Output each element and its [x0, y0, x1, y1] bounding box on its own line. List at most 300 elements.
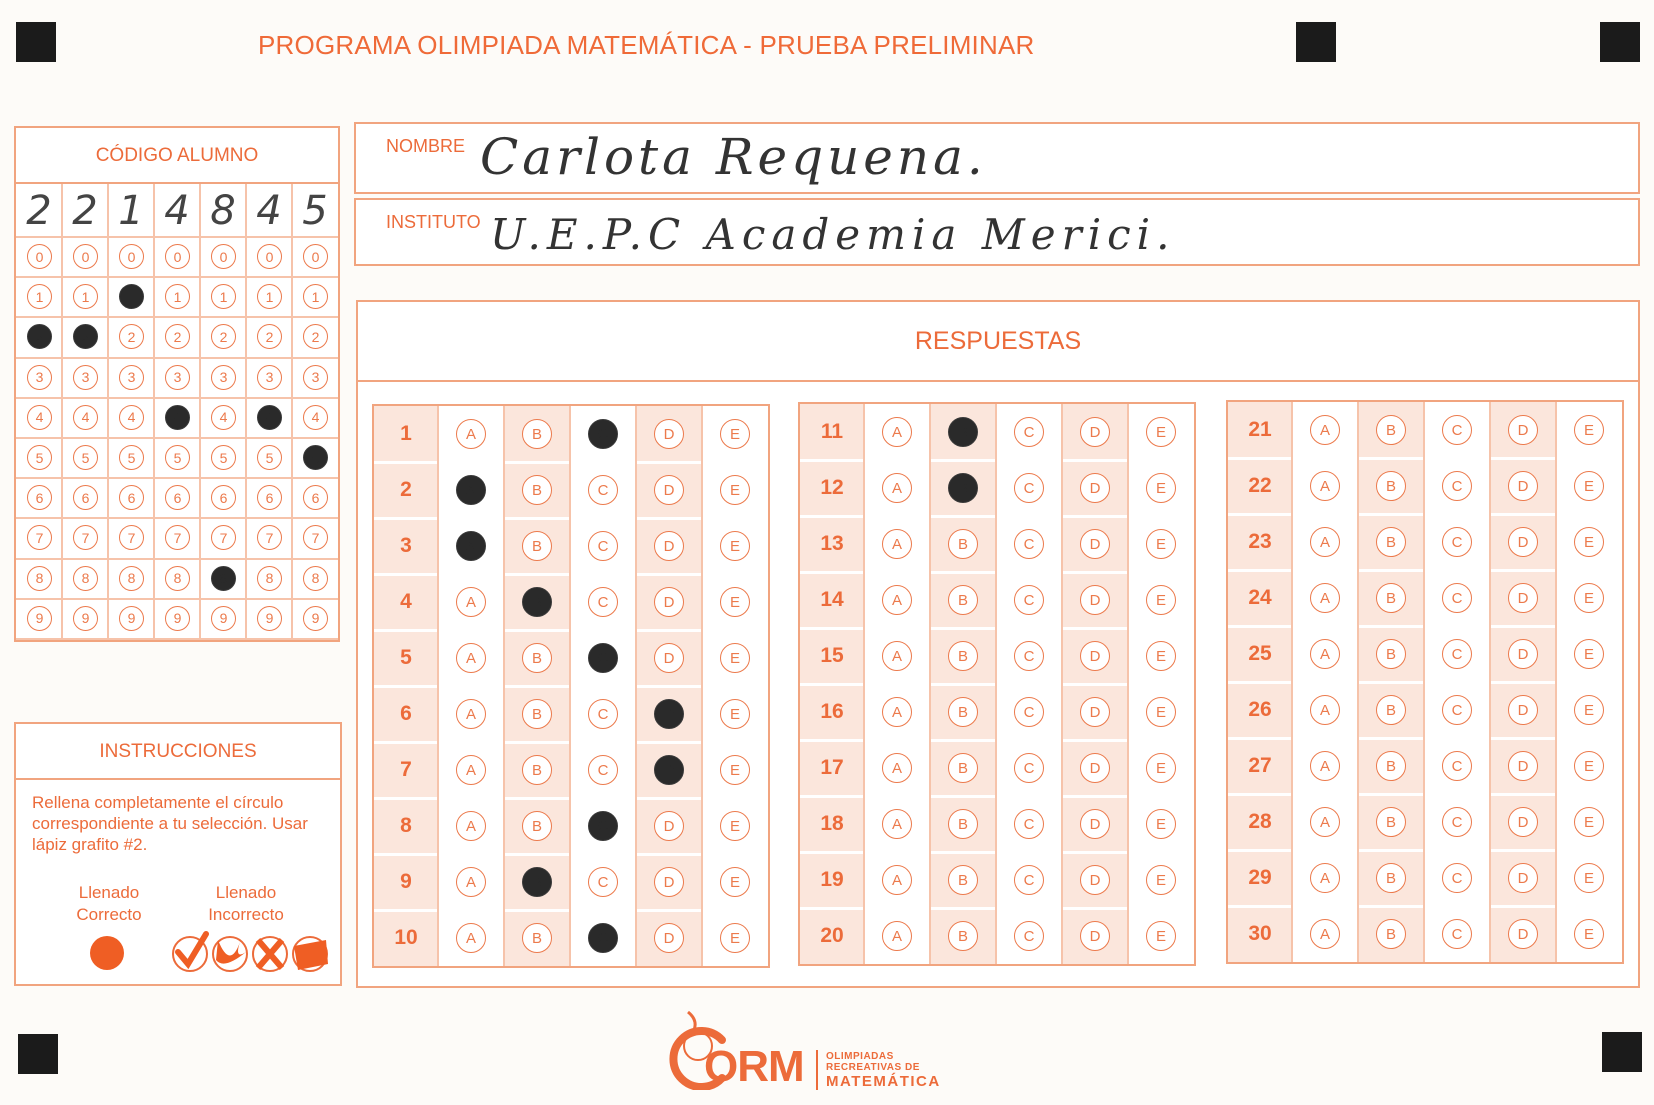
answer-bubble[interactable]: E [1574, 863, 1604, 893]
answer-bubble[interactable]: C [1014, 473, 1044, 503]
answers-grid-line [1228, 849, 1622, 852]
answer-bubble[interactable]: B [1376, 639, 1406, 669]
code-bubble[interactable]: 9 [257, 606, 282, 631]
answer-bubble[interactable]: B [1376, 583, 1406, 613]
code-bubble[interactable]: 8 [303, 566, 328, 591]
code-bubble[interactable]: 9 [119, 606, 144, 631]
answer-bubble[interactable]: D [1080, 417, 1110, 447]
question-number: 24 [1248, 586, 1272, 609]
answers-grid-line [800, 571, 1194, 574]
answer-bubble[interactable]: D [1080, 753, 1110, 783]
answer-bubble[interactable]: A [456, 755, 486, 785]
answer-bubble[interactable]: E [1146, 529, 1176, 559]
answers-grid-line [800, 907, 1194, 910]
answer-bubble[interactable]: E [1574, 639, 1604, 669]
answer-bubble[interactable]: C [588, 923, 618, 953]
answer-bubble[interactable]: A [1310, 863, 1340, 893]
code-bubble[interactable]: 1 [257, 284, 282, 309]
answer-bubble[interactable]: B [522, 867, 552, 897]
question-number: 13 [820, 532, 844, 555]
question-number: 27 [1248, 754, 1272, 777]
answer-bubble[interactable]: A [1310, 695, 1340, 725]
question-number: 28 [1248, 810, 1272, 833]
answer-bubble[interactable]: A [456, 811, 486, 841]
code-bubble[interactable]: 6 [303, 485, 328, 510]
answer-bubble[interactable]: E [720, 923, 750, 953]
code-bubble[interactable]: 8 [257, 566, 282, 591]
answers-grid-line [800, 795, 1194, 798]
answer-bubble[interactable]: B [948, 641, 978, 671]
answer-bubble[interactable]: D [1508, 695, 1538, 725]
registration-mark-top-mid [1296, 22, 1336, 62]
answer-bubble[interactable]: C [588, 419, 618, 449]
answer-bubble[interactable]: B [948, 417, 978, 447]
code-grid-line [16, 357, 338, 359]
answer-bubble[interactable]: D [654, 643, 684, 673]
code-bubble[interactable]: 4 [211, 405, 236, 430]
answer-bubble[interactable]: A [1310, 751, 1340, 781]
answer-bubble[interactable]: C [588, 531, 618, 561]
answer-bubble[interactable]: E [720, 867, 750, 897]
answer-bubble[interactable]: E [1146, 697, 1176, 727]
answer-bubble[interactable]: B [948, 585, 978, 615]
question-number: 10 [394, 926, 418, 949]
code-bubble[interactable]: 1 [165, 284, 190, 309]
answer-bubble[interactable]: B [1376, 527, 1406, 557]
nombre-value: Carlota Requena. [480, 128, 987, 186]
answer-bubble[interactable]: C [588, 475, 618, 505]
code-bubble[interactable]: 2 [119, 324, 144, 349]
code-bubble[interactable]: 4 [27, 405, 52, 430]
answer-bubble[interactable]: C [1442, 583, 1472, 613]
answer-bubble[interactable]: E [720, 419, 750, 449]
answer-bubble[interactable]: A [1310, 471, 1340, 501]
question-number: 25 [1248, 642, 1272, 665]
answer-bubble[interactable]: B [1376, 919, 1406, 949]
answers-block [372, 404, 770, 968]
code-bubble[interactable]: 7 [211, 525, 236, 550]
answer-bubble[interactable]: E [720, 531, 750, 561]
code-bubble[interactable]: 9 [211, 606, 236, 631]
answer-bubble[interactable]: B [1376, 751, 1406, 781]
answer-bubble[interactable]: A [1310, 919, 1340, 949]
answer-bubble[interactable]: D [1080, 697, 1110, 727]
code-bubble[interactable]: 8 [165, 566, 190, 591]
answer-bubble[interactable]: A [1310, 639, 1340, 669]
code-bubble[interactable]: 6 [257, 485, 282, 510]
code-bubble[interactable]: 5 [211, 445, 236, 470]
answer-bubble[interactable]: C [1442, 751, 1472, 781]
answer-bubble[interactable]: C [1442, 639, 1472, 669]
answer-bubble[interactable]: A [456, 475, 486, 505]
code-bubble[interactable]: 2 [73, 324, 98, 349]
code-bubble[interactable]: 4 [73, 405, 98, 430]
code-bubble[interactable]: 5 [73, 445, 98, 470]
answers-header: RESPUESTAS [358, 302, 1638, 382]
code-bubble[interactable]: 4 [257, 405, 282, 430]
answer-bubble[interactable]: C [1442, 863, 1472, 893]
answer-bubble[interactable]: A [882, 809, 912, 839]
answer-bubble[interactable]: D [1080, 529, 1110, 559]
answer-bubble[interactable]: E [1146, 865, 1176, 895]
code-bubble[interactable]: 5 [27, 445, 52, 470]
answer-bubble[interactable]: E [1574, 471, 1604, 501]
answer-bubble[interactable]: C [1442, 807, 1472, 837]
answer-bubble[interactable]: D [654, 923, 684, 953]
answer-bubble[interactable]: D [1508, 751, 1538, 781]
code-bubble[interactable]: 8 [211, 566, 236, 591]
code-digit-written: 8 [210, 188, 236, 234]
answer-bubble[interactable]: E [1574, 583, 1604, 613]
question-number: 8 [400, 814, 412, 837]
answer-bubble[interactable]: E [1574, 415, 1604, 445]
answer-bubble[interactable]: A [456, 587, 486, 617]
answer-bubble[interactable]: B [1376, 695, 1406, 725]
answer-bubble[interactable]: B [522, 475, 552, 505]
code-bubble[interactable]: 2 [165, 324, 190, 349]
answer-bubble[interactable]: D [1508, 583, 1538, 613]
correct-label-1: Llenado [78, 883, 140, 902]
answer-bubble[interactable]: C [1014, 529, 1044, 559]
answer-bubble[interactable]: A [456, 699, 486, 729]
code-bubble[interactable]: 5 [303, 445, 328, 470]
answer-bubble[interactable]: B [948, 473, 978, 503]
answer-bubble[interactable]: D [1080, 865, 1110, 895]
logo-line1: OLIMPIADAS [826, 1051, 894, 1062]
question-number: 6 [400, 702, 412, 725]
code-bubble[interactable]: 4 [165, 405, 190, 430]
answer-bubble[interactable]: D [654, 867, 684, 897]
answer-bubble[interactable]: E [720, 475, 750, 505]
code-bubble[interactable]: 1 [73, 284, 98, 309]
answer-bubble[interactable]: D [1508, 919, 1538, 949]
code-bubble[interactable]: 7 [257, 525, 282, 550]
code-bubble[interactable]: 3 [257, 365, 282, 390]
answers-grid-line [1061, 404, 1063, 964]
nombre-field[interactable] [354, 122, 1640, 194]
code-grid-line [16, 276, 338, 278]
code-bubble[interactable]: 0 [27, 244, 52, 269]
answer-bubble[interactable]: A [1310, 527, 1340, 557]
answer-bubble[interactable]: C [588, 867, 618, 897]
answers-grid-line [800, 459, 1194, 462]
answer-bubble[interactable]: B [522, 531, 552, 561]
answer-bubble[interactable]: A [882, 753, 912, 783]
question-number: 1 [400, 422, 412, 445]
answer-bubble[interactable]: B [522, 811, 552, 841]
code-bubble[interactable]: 1 [303, 284, 328, 309]
code-grid-line [16, 638, 338, 640]
correct-fill-example-icon [90, 936, 124, 970]
code-bubble[interactable]: 4 [303, 405, 328, 430]
answer-bubble[interactable]: E [720, 755, 750, 785]
code-bubble[interactable]: 1 [119, 284, 144, 309]
code-bubble[interactable]: 3 [73, 365, 98, 390]
code-grid-line [61, 184, 63, 640]
answer-bubble[interactable]: C [588, 643, 618, 673]
answer-bubble[interactable]: B [522, 755, 552, 785]
code-bubble[interactable]: 0 [73, 244, 98, 269]
code-bubble[interactable]: 8 [73, 566, 98, 591]
code-bubble[interactable]: 7 [119, 525, 144, 550]
answer-bubble[interactable]: C [1442, 919, 1472, 949]
question-number: 22 [1248, 474, 1272, 497]
logo-line3: MATEMÁTICA [826, 1073, 941, 1090]
answer-bubble[interactable]: D [1508, 471, 1538, 501]
answers-grid-line [1357, 402, 1359, 962]
answer-bubble[interactable]: B [522, 923, 552, 953]
question-number: 21 [1248, 418, 1272, 441]
code-bubble[interactable]: 3 [119, 365, 144, 390]
answer-bubble[interactable]: A [882, 473, 912, 503]
answer-bubble[interactable]: A [1310, 583, 1340, 613]
answer-bubble[interactable]: E [1146, 809, 1176, 839]
code-bubble[interactable]: 6 [165, 485, 190, 510]
logo-mark: ORM [704, 1042, 804, 1091]
question-number: 26 [1248, 698, 1272, 721]
answers-grid-line [1228, 569, 1622, 572]
answer-bubble[interactable]: B [948, 529, 978, 559]
answer-bubble[interactable]: A [882, 585, 912, 615]
answer-bubble[interactable]: C [1014, 697, 1044, 727]
answer-bubble[interactable]: E [1574, 527, 1604, 557]
answer-bubble[interactable]: B [948, 697, 978, 727]
code-bubble[interactable]: 6 [119, 485, 144, 510]
answer-bubble[interactable]: D [1080, 641, 1110, 671]
code-bubble[interactable]: 2 [303, 324, 328, 349]
answer-bubble[interactable]: E [1574, 919, 1604, 949]
code-bubble[interactable]: 2 [211, 324, 236, 349]
answer-bubble[interactable]: A [456, 923, 486, 953]
answer-bubble[interactable]: B [1376, 415, 1406, 445]
answer-bubble[interactable]: E [1146, 641, 1176, 671]
answer-bubble[interactable]: D [654, 475, 684, 505]
code-digit-written: 4 [164, 188, 190, 234]
answer-bubble[interactable]: D [654, 587, 684, 617]
code-bubble[interactable]: 2 [27, 324, 52, 349]
answer-bubble[interactable]: E [720, 587, 750, 617]
code-bubble[interactable]: 5 [165, 445, 190, 470]
answers-grid-line [800, 627, 1194, 630]
question-number: 12 [820, 476, 844, 499]
answer-bubble[interactable]: D [1080, 585, 1110, 615]
code-bubble[interactable]: 7 [27, 525, 52, 550]
code-bubble[interactable]: 0 [119, 244, 144, 269]
answer-bubble[interactable]: D [1508, 415, 1538, 445]
code-bubble[interactable]: 9 [165, 606, 190, 631]
answer-bubble[interactable]: B [522, 419, 552, 449]
answer-bubble[interactable]: E [720, 699, 750, 729]
code-bubble[interactable]: 7 [165, 525, 190, 550]
question-number: 30 [1248, 922, 1272, 945]
answers-grid-line [374, 461, 768, 464]
answer-bubble[interactable]: A [882, 529, 912, 559]
answer-bubble[interactable]: C [1014, 809, 1044, 839]
answer-bubble[interactable]: C [588, 699, 618, 729]
answer-bubble[interactable]: A [882, 865, 912, 895]
answer-bubble[interactable]: D [1080, 809, 1110, 839]
answers-block [798, 402, 1196, 966]
answer-bubble[interactable]: B [1376, 471, 1406, 501]
answer-bubble[interactable]: E [1146, 585, 1176, 615]
answer-bubble[interactable]: D [1508, 527, 1538, 557]
answer-bubble[interactable]: D [1080, 921, 1110, 951]
answer-bubble[interactable]: E [1574, 751, 1604, 781]
answer-bubble[interactable]: E [720, 643, 750, 673]
code-bubble[interactable]: 8 [119, 566, 144, 591]
answers-grid-line [374, 685, 768, 688]
answer-bubble[interactable]: B [948, 865, 978, 895]
answer-bubble[interactable]: E [1146, 753, 1176, 783]
answer-bubble[interactable]: E [1146, 473, 1176, 503]
instituto-field[interactable] [354, 198, 1640, 266]
answers-grid-line [1423, 402, 1425, 962]
answer-bubble[interactable]: A [882, 641, 912, 671]
code-bubble[interactable]: 0 [303, 244, 328, 269]
code-bubble[interactable]: 3 [211, 365, 236, 390]
answers-grid-line [701, 406, 703, 966]
code-bubble[interactable]: 4 [119, 405, 144, 430]
answer-bubble[interactable]: B [1376, 807, 1406, 837]
incorrect-fill-examples-icon [168, 930, 338, 976]
code-digit-written: 1 [118, 188, 144, 234]
answer-bubble[interactable]: D [654, 419, 684, 449]
answer-bubble[interactable]: C [1014, 921, 1044, 951]
answer-bubble[interactable]: A [882, 417, 912, 447]
code-grid-line [16, 437, 338, 439]
code-grid-line [16, 558, 338, 560]
code-bubble[interactable]: 6 [73, 485, 98, 510]
code-grid-line [16, 477, 338, 479]
answer-bubble[interactable]: C [1014, 641, 1044, 671]
answer-bubble[interactable]: E [1146, 921, 1176, 951]
answers-grid-line [800, 683, 1194, 686]
answer-bubble[interactable]: D [1508, 639, 1538, 669]
answer-bubble[interactable]: D [1508, 863, 1538, 893]
answer-bubble[interactable]: A [456, 867, 486, 897]
code-bubble[interactable]: 5 [257, 445, 282, 470]
registration-mark-top-left [16, 22, 56, 62]
answers-grid-line [374, 517, 768, 520]
code-bubble[interactable]: 7 [73, 525, 98, 550]
answer-bubble[interactable]: E [720, 811, 750, 841]
question-number: 18 [820, 812, 844, 835]
code-bubble[interactable]: 0 [257, 244, 282, 269]
answer-bubble[interactable]: A [1310, 807, 1340, 837]
student-code-header: CÓDIGO ALUMNO [16, 128, 338, 184]
answer-bubble[interactable]: C [1442, 695, 1472, 725]
code-bubble[interactable]: 2 [257, 324, 282, 349]
instructions-text: Rellena completamente el círculo correspondiente a tu selección. Usar lápiz grafito #2. [32, 793, 308, 854]
question-number: 16 [820, 700, 844, 723]
answer-bubble[interactable]: A [882, 921, 912, 951]
code-bubble[interactable]: 3 [303, 365, 328, 390]
registration-mark-top-right [1600, 22, 1640, 62]
code-grid-line [291, 184, 293, 640]
code-bubble[interactable]: 9 [303, 606, 328, 631]
answer-bubble[interactable]: E [1574, 695, 1604, 725]
answer-bubble[interactable]: D [654, 699, 684, 729]
answer-bubble[interactable]: C [1014, 753, 1044, 783]
question-number: 5 [400, 646, 412, 669]
answer-bubble[interactable]: D [1508, 807, 1538, 837]
question-number: 23 [1248, 530, 1272, 553]
answer-bubble[interactable]: B [948, 809, 978, 839]
code-bubble[interactable]: 1 [211, 284, 236, 309]
answer-bubble[interactable]: A [882, 697, 912, 727]
code-grid-line [153, 184, 155, 640]
answer-bubble[interactable]: C [588, 587, 618, 617]
answers-grid-line [1228, 625, 1622, 628]
answer-bubble[interactable]: C [1442, 415, 1472, 445]
answer-bubble[interactable]: D [654, 811, 684, 841]
answers-grid-line [1228, 681, 1622, 684]
answer-bubble[interactable]: A [456, 419, 486, 449]
question-number: 3 [400, 534, 412, 557]
answer-bubble[interactable]: B [1376, 863, 1406, 893]
answer-bubble[interactable]: C [1014, 585, 1044, 615]
incorrect-label-2: Incorrecto [208, 905, 284, 924]
incorrect-label-1: Llenado [215, 883, 277, 902]
answer-bubble[interactable]: D [654, 531, 684, 561]
answers-grid-line [635, 406, 637, 966]
code-bubble[interactable]: 5 [119, 445, 144, 470]
answers-grid-line [374, 629, 768, 632]
code-bubble[interactable]: 0 [211, 244, 236, 269]
code-bubble[interactable]: 3 [27, 365, 52, 390]
answer-bubble[interactable]: C [1014, 417, 1044, 447]
answers-grid-line [503, 406, 505, 966]
code-bubble[interactable]: 7 [303, 525, 328, 550]
answer-bubble[interactable]: B [522, 643, 552, 673]
code-bubble[interactable]: 0 [165, 244, 190, 269]
code-grid-line [16, 316, 338, 318]
answers-block [1226, 400, 1624, 964]
answer-bubble[interactable]: C [1442, 471, 1472, 501]
answer-bubble[interactable]: E [1574, 807, 1604, 837]
code-bubble[interactable]: 9 [73, 606, 98, 631]
code-bubble[interactable]: 1 [27, 284, 52, 309]
answers-grid-line [374, 741, 768, 744]
answer-bubble[interactable]: E [1146, 417, 1176, 447]
answer-bubble[interactable]: C [1014, 865, 1044, 895]
code-bubble[interactable]: 6 [211, 485, 236, 510]
answer-bubble[interactable]: D [654, 755, 684, 785]
answers-grid-line [569, 406, 571, 966]
answers-grid-line [929, 404, 931, 964]
code-bubble[interactable]: 3 [165, 365, 190, 390]
answers-grid-line [1228, 457, 1622, 460]
code-bubble[interactable]: 8 [27, 566, 52, 591]
answer-bubble[interactable]: C [588, 811, 618, 841]
answer-bubble[interactable]: A [456, 531, 486, 561]
logo-line2: RECREATIVAS DE [826, 1062, 920, 1073]
answers-grid-line [1127, 404, 1129, 964]
answer-bubble[interactable]: B [522, 699, 552, 729]
instituto-value: U.E.P.C Academia Merici. [490, 210, 1176, 259]
code-bubble[interactable]: 6 [27, 485, 52, 510]
answer-bubble[interactable]: A [1310, 415, 1340, 445]
answer-bubble[interactable]: B [948, 753, 978, 783]
answer-bubble[interactable]: A [456, 643, 486, 673]
answer-bubble[interactable]: B [948, 921, 978, 951]
code-bubble[interactable]: 9 [27, 606, 52, 631]
answer-bubble[interactable]: B [522, 587, 552, 617]
answer-bubble[interactable]: C [588, 755, 618, 785]
answer-bubble[interactable]: C [1442, 527, 1472, 557]
answer-bubble[interactable]: D [1080, 473, 1110, 503]
answers-grid-line [374, 573, 768, 576]
